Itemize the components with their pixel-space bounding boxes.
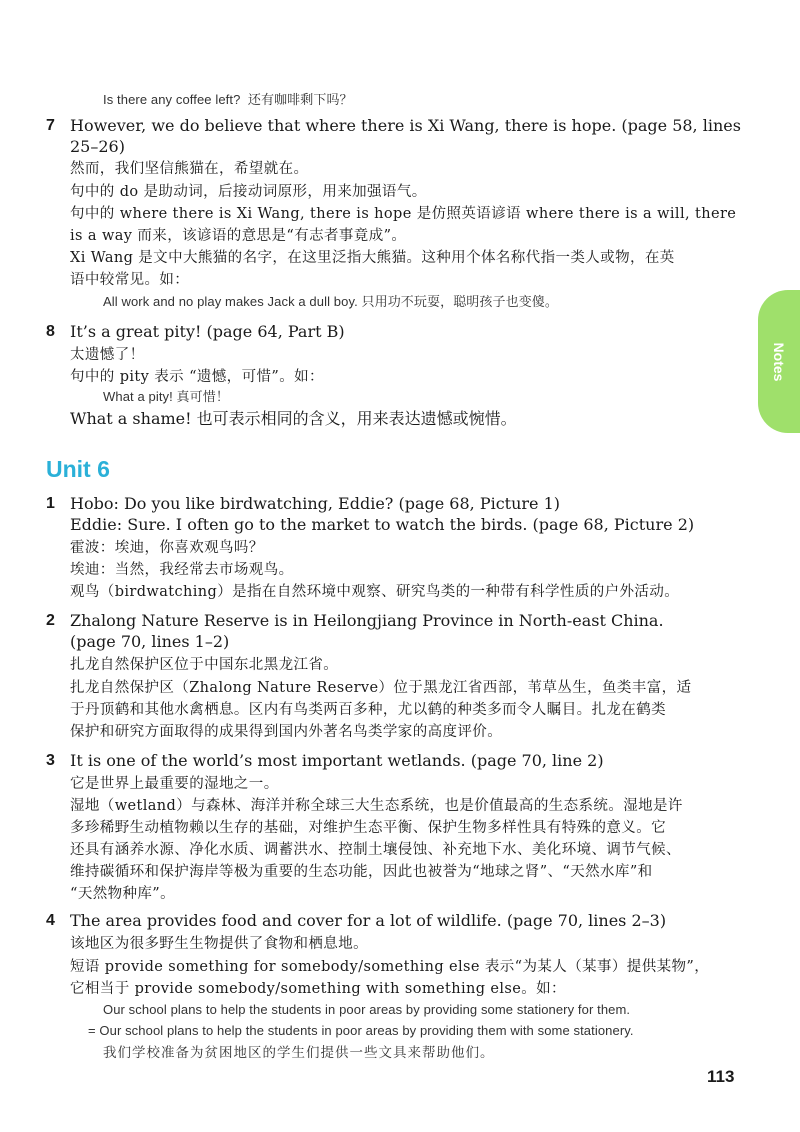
note7-english-line1: However, we do believe that where there is Xi Wang, there is hope. (page 58, lines	[70, 116, 741, 135]
top-example-en: Is there any coffee left?	[103, 92, 241, 107]
u6-note2-chinese: 扎龙自然保护区（Zhalong Nature Reserve）位于黑龙江省西部，苇草丛生，鱼类丰富，适	[70, 680, 692, 696]
u6-note3-chinese: 还具有涵养水源、净化水质、调蓄洪水、控制土壤侵蚀、补充地下水、美化环境、调节气候、	[70, 842, 681, 858]
note7-chinese-translation: 然而，我们坚信熊猫在，希望就在。	[70, 161, 309, 177]
notes-tab-label: Notes	[771, 342, 787, 381]
note-number: 7	[46, 117, 55, 134]
note8-english-2: What a shame! 也可表示相同的含义，用来表达遗憾或惋惜。	[70, 409, 517, 428]
u6-note3-english: It is one of the world’s most important wetlands. (page 70, line 2)	[70, 751, 604, 770]
u6-note4-english: The area provides food and cover for a lot of wildlife. (page 70, lines 2–3)	[70, 911, 667, 930]
u6-note2-chinese: 扎龙自然保护区位于中国东北黑龙江省。	[70, 657, 339, 673]
note-number: 4	[46, 912, 55, 929]
note7-chinese-explanation: 语中较常见。如：	[70, 272, 190, 288]
page-number: 113	[707, 1067, 735, 1086]
note8-example: What a pity! 真可惜！	[103, 389, 229, 404]
unit-heading: Unit 6	[46, 456, 110, 482]
u6-note1-chinese: 霍波：埃迪，你喜欢观鸟吗？	[70, 540, 264, 556]
note7-chinese-explanation: is a way 而来，该谚语的意思是“有志者事竟成”。	[70, 228, 407, 244]
note7-chinese-explanation: Xi Wang 是文中大熊猫的名字，在这里泛指大熊猫。这种用个体名称代指一类人或物，在英	[70, 250, 675, 266]
note-number: 3	[46, 752, 55, 769]
note8-chinese-explanation: 句中的 pity 表示 “遗憾，可惜”。如：	[70, 369, 324, 385]
u6-note3-chinese: 维持碳循环和保护海岸等极为重要的生态功能，因此也被誉为“地球之肾”、“天然水库”和	[70, 864, 653, 880]
notes-side-tab[interactable]	[758, 290, 800, 433]
u6-note1-chinese: 观鸟（birdwatching）是指在自然环境中观察、研究鸟类的一种带有科学性质的户外活动。	[70, 584, 680, 600]
u6-note3-chinese: 多珍稀野生动植物赖以生存的基础，对维护生态平衡、保护生物多样性具有特殊的意义。它	[70, 820, 666, 836]
u6-note3-chinese: 它是世界上最重要的湿地之一。	[70, 776, 279, 792]
top-example	[103, 90, 353, 110]
u6-note2-english-line2: (page 70, lines 1–2)	[70, 632, 230, 651]
note7-example: All work and no play makes Jack a dull boy. 只用功不玩耍，聪明孩子也变傻。	[103, 294, 559, 309]
u6-note4-example-chinese: 我们学校准备为贫困地区的学生们提供一些文具来帮助他们。	[103, 1045, 495, 1061]
note-number: 2	[46, 612, 55, 629]
note7-chinese-explanation: 句中的 do 是助动词，后接动词原形，用来加强语气。	[70, 184, 427, 200]
u6-note4-chinese: 短语 provide something for somebody/something else 表示“为某人（某事）提供某物”，	[70, 959, 710, 975]
u6-note2-chinese: 保护和研究方面取得的成果得到国内外著名鸟类学家的高度评价。	[70, 724, 503, 740]
note8-english: It’s a great pity! (page 64, Part B)	[70, 322, 345, 341]
note-number: 8	[46, 323, 55, 340]
u6-note4-example: Our school plans to help the students in poor areas by providing some stationery for them.	[103, 1002, 631, 1017]
u6-note1-english-line2: Eddie: Sure. I often go to the market to watch the birds. (page 68, Picture 2)	[70, 515, 695, 534]
note-number: 1	[46, 495, 55, 512]
u6-note1-chinese: 埃迪：当然，我经常去市场观鸟。	[70, 562, 294, 578]
u6-note2-chinese: 于丹顶鹤和其他水禽栖息。区内有鸟类两百多种，尤以鹤的种类多而令人瞩目。扎龙在鹤类	[70, 702, 666, 718]
u6-note2-english-line1: Zhalong Nature Reserve is in Heilongjiang Province in North-east China.	[70, 611, 664, 630]
top-example-cn: 还有咖啡剩下吗？	[247, 92, 353, 107]
note7-chinese-explanation: 句中的 where there is Xi Wang, there is hope 是仿照英语谚语 where there is a will, there	[70, 206, 737, 222]
note8-chinese-translation: 太遗憾了！	[70, 347, 145, 363]
u6-note4-chinese: 该地区为很多野生生物提供了食物和栖息地。	[70, 936, 368, 952]
u6-note4-example: = Our school plans to help the students in poor areas by providing them with some stationery.	[88, 1023, 634, 1038]
u6-note1-english-line1: Hobo: Do you like birdwatching, Eddie? (page 68, Picture 1)	[70, 494, 561, 513]
u6-note3-chinese: 湿地（wetland）与森林、海洋并称全球三大生态系统，也是价值最高的生态系统。湿地是许	[70, 798, 683, 814]
u6-note3-chinese: “天然物种库”。	[70, 886, 176, 902]
u6-note4-chinese: 它相当于 provide somebody/something with something else。如：	[70, 981, 566, 997]
note7-english-line2: 25–26)	[70, 137, 125, 156]
